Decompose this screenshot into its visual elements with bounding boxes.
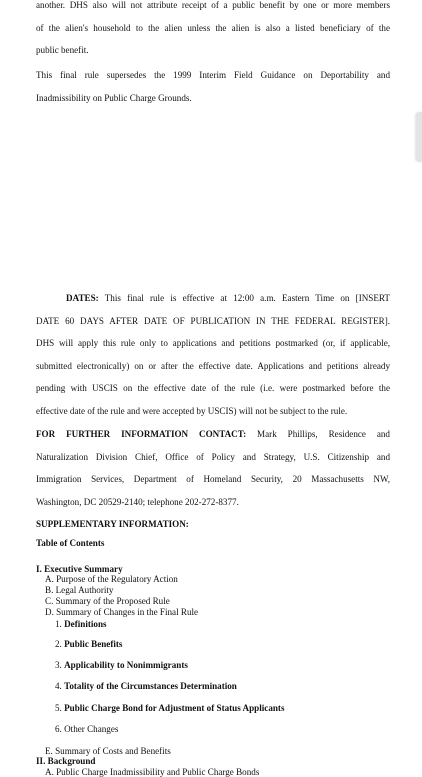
- toc-item[interactable]: 1. Definitions: [55, 619, 107, 629]
- text-line: Immigration Services, Department of Homeland Security, 20 Massachusetts NW,: [36, 474, 390, 485]
- toc-item[interactable]: 6. Other Changes: [55, 724, 119, 734]
- toc-item[interactable]: 4. Totality of the Circumstances Determination: [55, 681, 237, 691]
- text-line: This final rule supersedes the 1999 Interim Field Guidance on Deportability and: [36, 70, 390, 80]
- toc-item[interactable]: A. Public Charge Inadmissibility and Public Charge Bonds: [45, 767, 260, 777]
- text-line: Inadmissibility on Public Charge Grounds.: [36, 92, 192, 103]
- text-line: Washington, DC 20529-2140; telephone 202-272-8377.: [36, 496, 239, 507]
- text-line: DATE 60 DAYS AFTER DATE OF PUBLICATION IN THE FEDERAL REGISTER].: [36, 315, 390, 326]
- paragraph-contact: [36, 423, 390, 513]
- toc-item[interactable]: 2. Public Benefits: [55, 639, 123, 649]
- text-line: pending with USCIS on the effective date of the rule (i.e. were postmarked before the: [36, 383, 390, 394]
- toc-item[interactable]: I. Executive Summary: [36, 564, 123, 574]
- text-line: DATES: This final rule is effective at 12:00 a.m. Eastern Time on [INSERT: [66, 293, 390, 303]
- toc-item[interactable]: II. Background: [36, 756, 96, 766]
- text-line: DHS will apply this rule only to applications and petitions postmarked (or, if applicable,: [36, 338, 390, 349]
- toc-item[interactable]: D. Summary of Changes in the Final Rule: [45, 607, 199, 617]
- scrollbar-handle[interactable]: [416, 112, 422, 162]
- text-line: Naturalization Division Chief, Office of Policy and Strategy, U.S. Citizenship and: [36, 451, 390, 462]
- text-line: FOR FURTHER INFORMATION CONTACT: Mark Phillips, Residence and: [36, 429, 390, 439]
- toc-item[interactable]: E. Summary of Costs and Benefits: [45, 746, 171, 756]
- toc-item[interactable]: B. Legal Authority: [45, 585, 114, 595]
- paragraph-household-attribution: [36, 0, 390, 62]
- text-line: public benefit.: [36, 45, 89, 56]
- text-line: submitted electronically) on or after the effective date. Applications and petitions already: [36, 360, 390, 371]
- toc-item[interactable]: 5. Public Charge Bond for Adjustment of Status Applicants: [55, 703, 285, 713]
- paragraph-dates: [36, 287, 390, 423]
- toc-title: Table of Contents: [36, 538, 105, 548]
- text-line: effective date of the rule and were accepted by USCIS) will not be subject to the rule.: [36, 405, 348, 416]
- text-line: another. DHS also will not attribute receipt of a public benefit by one or more members: [36, 0, 390, 10]
- paragraph-supersedes: [36, 64, 390, 109]
- toc-item[interactable]: C. Summary of the Proposed Rule: [45, 596, 170, 606]
- contact-label: FOR FURTHER INFORMATION CONTACT:: [36, 429, 247, 439]
- toc-item[interactable]: 3. Applicability to Nonimmigrants: [55, 660, 188, 670]
- toc-item[interactable]: A. Purpose of the Regulatory Action: [45, 574, 178, 584]
- text-line: of the alien's household to the alien unless the alien is also a listed beneficiary of the: [36, 22, 390, 33]
- dates-label: DATES:: [66, 293, 99, 303]
- supplementary-heading: SUPPLEMENTARY INFORMATION:: [36, 519, 189, 529]
